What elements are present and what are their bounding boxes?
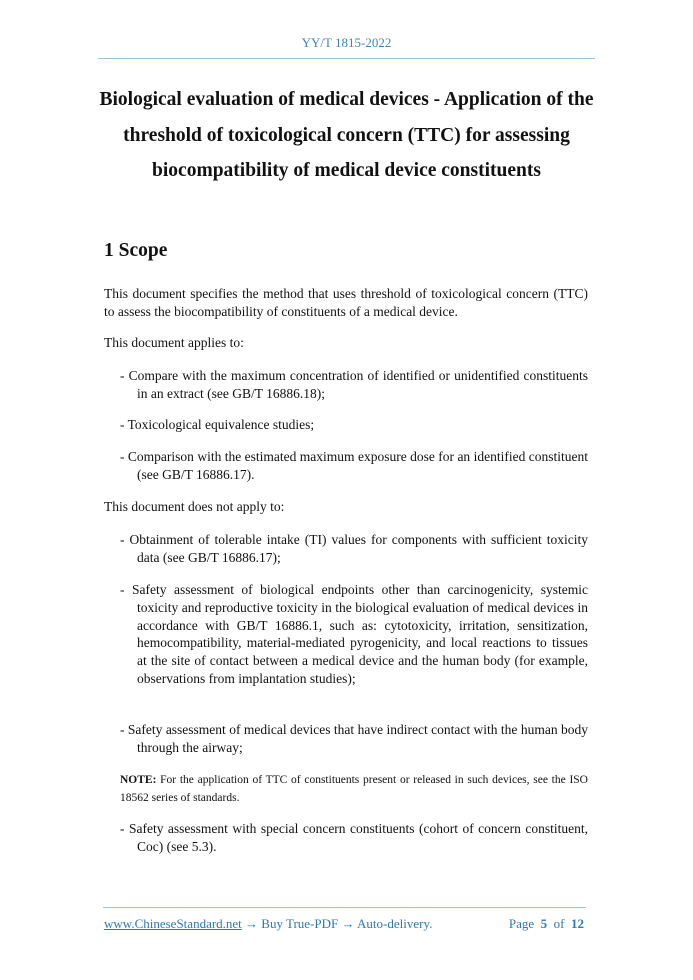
- paragraph: This document specifies the method that uses threshold of toxicological concern (TTC) to assess the biocompatibility of constituents of a medical device.: [104, 286, 588, 319]
- list-item: - Safety assessment of biological endpoints other than carcinogenicity, systemic toxicity and reproductive toxicity in the biological evaluation of medical devices in accordance with GB/T 16886.1, such as: cytotoxicity, irritation, sensitization, hemocompatibility, material-mediated pyrogenicity, and local reactions to tissues at the site of contact between a medical device and the human body (for example, observations from implantation studies);: [120, 582, 588, 686]
- note-text: For the application of TTC of constituents present or released in such devices, see the ISO 18562 series of standards.: [120, 774, 588, 804]
- note-label: NOTE:: [120, 774, 157, 786]
- note: [120, 771, 588, 807]
- document-title: Biological evaluation of medical devices - Application of the threshold of toxicological concern (TTC) for assessing biocompatibility of medical device constituents: [99, 89, 594, 181]
- promo-text: → Buy True-PDF → Auto-delivery.: [241, 916, 433, 931]
- page-current: 5: [540, 916, 548, 931]
- list-item: - Obtainment of tolerable intake (TI) values for components with sufficient toxicity data (see GB/T 16886.17);: [120, 532, 588, 565]
- header-divider: [98, 58, 595, 59]
- list-item: - Safety assessment of medical devices that have indirect contact with the human body through the airway;: [120, 722, 588, 755]
- paragraph: This document does not apply to:: [104, 499, 285, 514]
- list-item: - Safety assessment with special concern constituents (cohort of concern constituent, Coc) (see 5.3).: [120, 821, 588, 854]
- list-item: - Comparison with the estimated maximum exposure dose for an identified constituent (see GB/T 16886.17).: [120, 449, 588, 482]
- list-item: - Toxicological equivalence studies;: [120, 417, 315, 432]
- paragraph: This document applies to:: [104, 335, 244, 350]
- page-word: Page: [508, 916, 535, 931]
- footer-promo: [104, 916, 432, 932]
- page-total: 12: [571, 916, 584, 931]
- of-word: of: [553, 916, 565, 931]
- website-link[interactable]: www.ChineseStandard.net: [104, 916, 242, 931]
- page-number: [509, 916, 586, 932]
- footer-divider: [103, 907, 586, 908]
- footer: [104, 916, 586, 932]
- section-heading: 1 Scope: [104, 240, 168, 261]
- list-item: - Compare with the maximum concentration of identified or unidentified constituents in an extract (see GB/T 16886.18);: [120, 368, 588, 401]
- document-code-header: YY/T 1815-2022: [301, 35, 392, 50]
